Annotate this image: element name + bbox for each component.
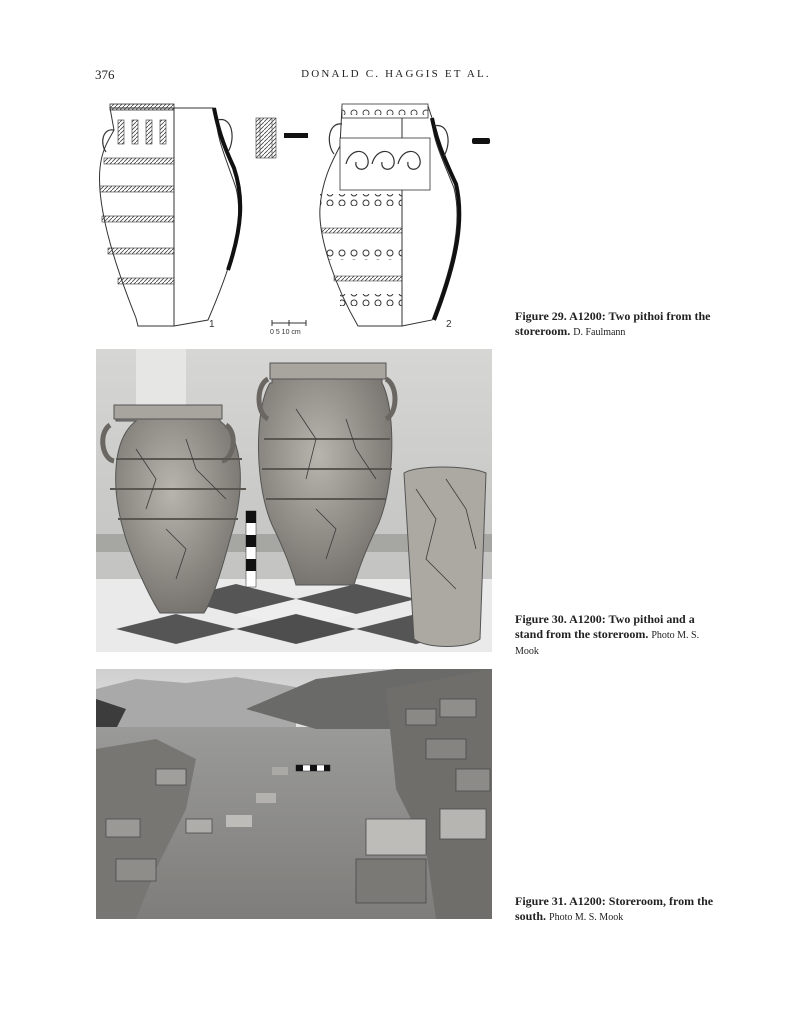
figure-29-caption-credit: D. Faulmann (573, 327, 626, 338)
figure-29-drawing (96, 98, 492, 336)
figure-31-caption (515, 894, 725, 925)
figure-30-photo (96, 349, 492, 652)
vessel-2-label: 2 (446, 319, 452, 330)
figure-30-caption-lead: Figure 30. A1200: Two pithoi and a stand from the storeroom. (515, 612, 695, 641)
figure-29-caption-lead: Figure 29. A1200: Two pithoi from the storeroom. (515, 309, 711, 338)
rim-profile-detail-2 (472, 138, 490, 144)
rim-profile-detail (256, 118, 308, 158)
figure-31-caption-credit: Photo M. S. Mook (549, 912, 624, 923)
pithos-stand (404, 467, 486, 647)
figure-30-caption-credit: Photo M. S. Mook (515, 630, 700, 657)
scale-label: 0 5 10 cm (270, 329, 301, 336)
pithos-2-drawing (320, 104, 459, 330)
page-number: 376 (95, 67, 115, 82)
pithos-1-drawing (99, 104, 240, 330)
scale-bar (270, 320, 306, 336)
figure-30-caption (515, 612, 725, 659)
figure-31-caption-lead: Figure 31. A1200: Storeroom, from the south. (515, 894, 714, 923)
vessel-1-label: 1 (209, 319, 215, 330)
floor-scale-bar (296, 765, 330, 771)
figure-31-photo (96, 669, 492, 919)
scale-stick (246, 511, 256, 587)
running-head: DONALD C. HAGGIS ET AL. (301, 68, 491, 80)
figure-29-caption (515, 309, 725, 340)
